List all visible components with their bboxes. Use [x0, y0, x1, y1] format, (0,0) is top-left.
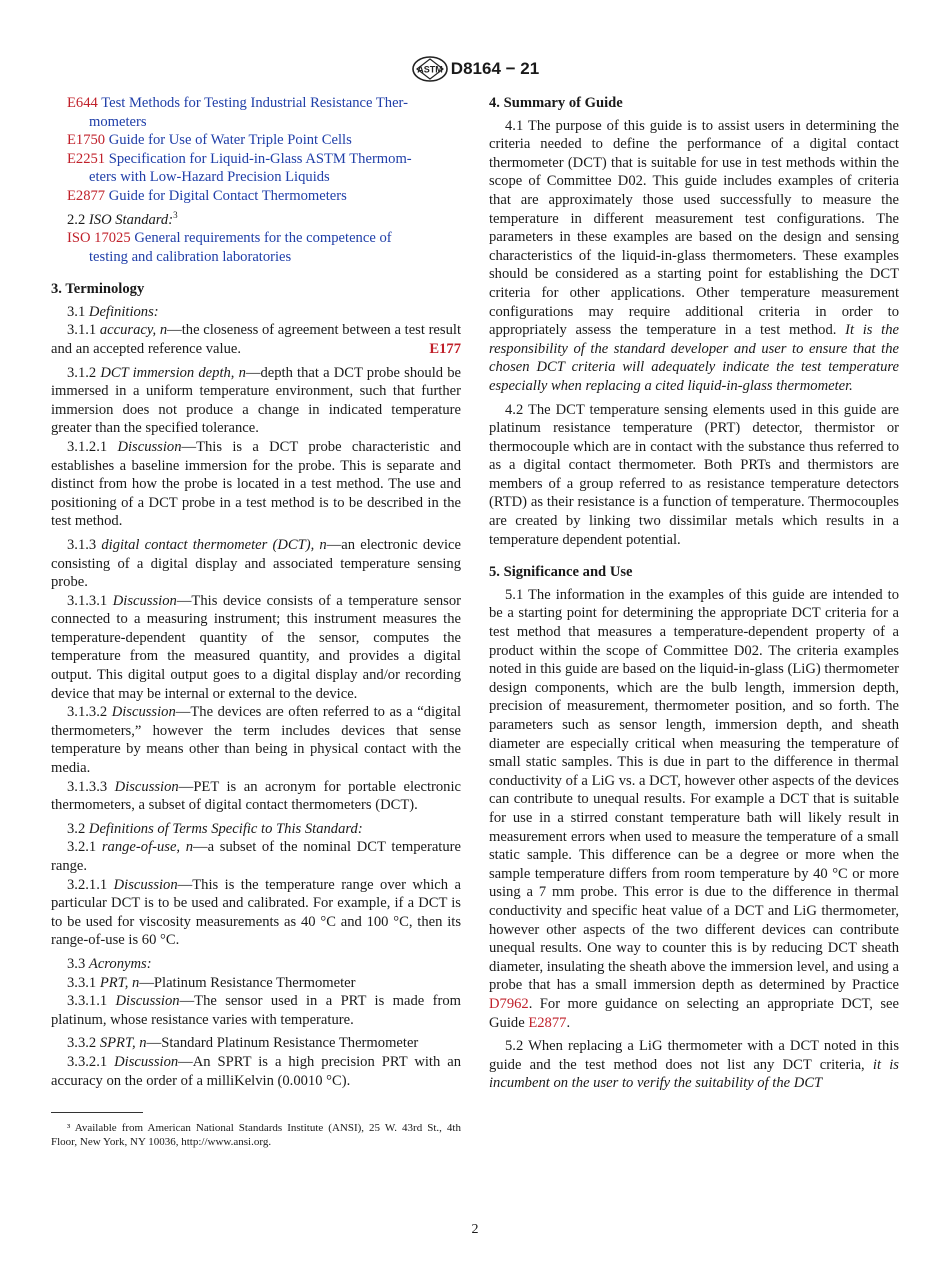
clause-number: 3.2.1 — [67, 839, 97, 856]
right-column — [489, 94, 899, 1093]
defined-term: PRT, n — [99, 974, 140, 991]
clause-number: 4.2 — [505, 401, 524, 418]
clause-3-3 — [51, 955, 461, 974]
clause-number: 5.2 — [505, 1038, 524, 1055]
reference-e2251 — [51, 150, 461, 187]
clause-3-3-2-1 — [51, 1053, 461, 1090]
ref-title[interactable]: Specification for Liquid-in-Glass ASTM Thermom- — [108, 150, 412, 167]
section-heading-significance: 5. Significance and Use — [489, 564, 633, 581]
section-heading-summary: 4. Summary of Guide — [489, 95, 623, 111]
clause-3-1-3 — [51, 536, 461, 592]
discussion-text: —The sensor used in a PRT is made from platinum, whose resistance varies with temperature. — [51, 993, 461, 1028]
logo-lettering: ASTM — [417, 64, 443, 75]
clause-label: ISO Standard: — [88, 211, 174, 228]
definition-text: —the closeness of agreement between a test result and an accepted reference value. — [51, 322, 461, 357]
clause-text-cont: . For more guidance on selecting an appropriate DCT, see Guide — [489, 995, 899, 1031]
clause-3-1-2-1 — [51, 438, 461, 531]
clause-number: 3.3 — [67, 955, 86, 972]
clause-number: 3.3.2 — [67, 1035, 97, 1052]
clause-label: Definitions: — [88, 303, 159, 320]
ref-code[interactable]: E2877 — [67, 187, 106, 204]
clause-text: When replacing a LiG thermometer with a DCT noted in this guide and the test method does not list any DCT criteria, — [489, 1038, 899, 1073]
ref-code[interactable]: E644 — [67, 95, 98, 111]
clause-number: 3.3.2.1 — [67, 1053, 108, 1070]
clause-3-2-1 — [51, 838, 461, 875]
clause-5-2 — [489, 1037, 899, 1093]
reference-link-e177[interactable]: E177 — [429, 340, 461, 357]
discussion-label: Discussion — [115, 993, 180, 1010]
ref-code[interactable]: E2251 — [67, 150, 106, 167]
discussion-label: Discussion — [113, 876, 178, 893]
clause-number: 5.1 — [505, 586, 524, 603]
footnote-divider — [51, 1112, 143, 1113]
discussion-text: —This device consists of a temperature sensor connected to a measuring instrument; this instrument measures the temperature-dependent quantity of the sensor, computes the temperature from the measured quantity, and provides a digital output. This digital output goes to a digital display and/or recording device that may be internal or external to the device. — [51, 592, 461, 702]
clause-3-1-3-1 — [51, 592, 461, 704]
clause-emphasis: it is incumbent on the user to verify the suitability of the DCT — [489, 1056, 899, 1092]
document-id: D8164 − 21 — [450, 59, 540, 78]
ref-title-cont[interactable]: testing and calibration laboratories — [89, 248, 292, 265]
defined-term: range-of-use, n — [101, 839, 194, 856]
reference-iso-17025 — [51, 229, 461, 266]
discussion-label: Discussion — [111, 704, 176, 721]
defined-term: accuracy, n — [99, 322, 168, 339]
clause-number: 3.1.2 — [67, 364, 97, 381]
astm-logo — [411, 55, 449, 83]
clause-label: Acronyms: — [88, 955, 152, 972]
discussion-label: Discussion — [117, 438, 182, 455]
clause-3-1 — [51, 303, 461, 322]
iso-standard-heading — [51, 206, 461, 229]
discussion-label: Discussion — [114, 1053, 179, 1070]
clause-text: The purpose of this guide is to assist users in determining the criteria needed to define the performance of a digital contact thermometer (DCT) that is suitable for use in test methods within the scope of Committee D02. This guide includes examples of criteria that are approximately those used successfully to measure the temperature in different measurement test configurations. The parameters in these examples are based on the design and sensing characteristics of the liquid-in-glass thermometers. These examples should be considered as a starting point for establishing the DCT criteria for other applications. Other temperature measurement configurations may require additional criteria in order to appropriately assess the temperature in a test method. — [489, 117, 900, 339]
reference-link-d7962[interactable]: D7962 — [489, 995, 529, 1012]
clause-number: 3.3.1 — [67, 974, 97, 991]
clause-number: 3.1.1 — [67, 322, 97, 339]
defined-term: DCT immersion depth, n — [100, 364, 246, 381]
clause-number: 4.1 — [505, 117, 524, 134]
clause-3-3-1-1 — [51, 992, 461, 1029]
definition-text: —an electronic device consisting of a digital display and associated temperature sensing probe. — [51, 536, 461, 591]
clause-3-2-1-1 — [51, 876, 461, 950]
ref-title[interactable]: General requirements for the competence of — [134, 230, 392, 247]
page-number: 2 — [471, 1222, 479, 1237]
reference-e2877 — [51, 187, 461, 206]
reference-e644 — [51, 94, 461, 131]
ref-title-cont[interactable]: eters with Low-Hazard Precision Liquids — [89, 169, 330, 186]
defined-term: SPRT, n — [99, 1035, 147, 1052]
clause-number: 3.2 — [67, 820, 86, 837]
ref-title[interactable]: Guide for Digital Contact Thermometers — [108, 187, 347, 204]
reference-link-e2877[interactable]: E2877 — [528, 1014, 567, 1031]
definition-text: —depth that a DCT probe should be immersed in a uniform temperature environment, such that further immersion does not produce a change in indicated temperature greater than the specified tolerance. — [51, 364, 461, 437]
ref-code[interactable]: ISO 17025 — [67, 230, 131, 247]
clause-number: 3.1.3.1 — [67, 592, 108, 609]
clause-number: 3.2.1.1 — [67, 876, 108, 893]
defined-term: digital contact thermometer (DCT), n — [101, 536, 327, 553]
clause-3-2 — [51, 820, 461, 839]
discussion-text: —This is a DCT probe characteristic and establishes a baseline immersion for the probe. This is separate and distinct from how the probe is located in a test method. The use and positioning of a DCT probe in a test method is to be described in the test method. — [51, 438, 461, 530]
clause-number: 3.1 — [67, 303, 86, 320]
discussion-label: Discussion — [112, 592, 177, 609]
clause-emphasis: It is the responsibility of the standard developer and user to ensure that the chosen DCT criteria will adequately indicate the test temperature especially when replacing a cited liquid-in-glass thermometer. — [489, 322, 899, 394]
clause-4-2 — [489, 401, 899, 550]
clause-3-1-3-3 — [51, 778, 461, 815]
definition-text: —Platinum Resistance Thermometer — [139, 974, 356, 991]
clause-3-1-2 — [51, 364, 461, 438]
clause-number: 3.1.3.2 — [67, 704, 108, 721]
ref-title[interactable]: Guide for Use of Water Triple Point Cells — [108, 132, 352, 149]
footnote-3: ³ Available from American National Standards Institute (ANSI), 25 W. 43rd St., 4th Floor, New York, NY 10036, http://www.ansi.org. — [51, 1122, 461, 1149]
clause-text: The DCT temperature sensing elements used in this guide are platinum resistance temperature (PRT) detector, thermistor or thermocouple which are in contact with the substance thus referred to as a digital contact thermometer. Both PRTs and thermistors are members of a group referred to as resistance temperature detectors (RTD) as their resistance is a function of temperature. Thermocouples are created by linking two dissimilar metals which results in a temperature dependent potential. — [489, 401, 899, 548]
ref-code[interactable]: E1750 — [67, 132, 106, 149]
left-column — [51, 94, 461, 1149]
clause-number: 3.1.3 — [67, 536, 97, 553]
clause-number: 2.2 — [67, 211, 86, 228]
clause-label: Definitions of Terms Specific to This Standard: — [88, 820, 363, 837]
reference-e1750 — [51, 131, 461, 150]
clause-4-1 — [489, 117, 899, 396]
clause-3-3-1 — [51, 974, 461, 993]
clause-number: 3.3.1.1 — [67, 993, 108, 1010]
ref-title[interactable]: Test Methods for Testing Industrial Resistance Ther- — [101, 95, 408, 111]
footnote-marker[interactable]: 3 — [173, 209, 178, 220]
section-heading-terminology: 3. Terminology — [51, 281, 145, 298]
clause-number: 3.1.2.1 — [67, 438, 108, 455]
definition-text: —a subset of the nominal DCT temperature range. — [51, 839, 461, 875]
discussion-label: Discussion — [114, 778, 179, 795]
clause-3-3-2 — [51, 1034, 461, 1053]
clause-text: The information in the examples of this guide are intended to be a starting point for determining the appropriate DCT criteria for a test method that measures a temperature-dependent property of a product within the scope of Committee D02. The criteria examples noted in this guide are based on the liquid-in-glass (LiG) thermometer design components, which are the bulb length, immersion depth, precision of measurement, thermometer position, and so forth. The parameters such as sensor length, immersion depth, and sheath diameter are especially critical when measuring the temperature of small static samples. This is due in part to the difference in thermal conductivity of a LiG vs. a DCT, however other aspects of the devices can contribute to unequal results. For example a DCT that is suitable for use in a stirred constant temperature bath will likely result in measurement errors when used to measure the temperature of a small static sample. This difference can be a degree or more when the sample temperature differs from room temperature by 40 °C or more using a 7 mm probe. This error is due to the difference in thermal conductivity and specific heat value of a DCT and LiG thermometer, however other aspects of the two different devices can contribute unequal results. One way to counter this is by reducing DCT sheath diameter, insulating the sheath above the immersion level, and using a probe that has a small immersion depth as determined by Practice — [489, 586, 899, 994]
clause-5-1 — [489, 586, 899, 1032]
definition-text: —Standard Platinum Resistance Thermometer — [146, 1035, 419, 1052]
clause-number: 3.1.3.3 — [67, 778, 108, 795]
clause-3-1-1 — [51, 321, 461, 358]
discussion-text: —An SPRT is a high precision PRT with an accuracy on the order of a milliKelvin (0.0010 °C). — [51, 1053, 461, 1089]
clause-3-1-3-2 — [51, 703, 461, 777]
discussion-text: —This is the temperature range over which a particular DCT is to be used and calibrated. For example, if a DCT is to be used for viscosity measurements as 40 °C and 100 °C, then its range-of-use is 60 °C. — [51, 876, 461, 949]
page-header — [0, 55, 950, 83]
clause-text-end: . — [566, 1014, 571, 1031]
discussion-text: —PET is an acronym for portable electronic thermometers, a subset of digital contact thermometers (DCT). — [51, 778, 461, 814]
discussion-text: —The devices are often referred to as a “digital thermometers,” however the term includes devices that sense temperature by means other than being in physical contact with the media. — [51, 704, 461, 777]
ref-title-cont[interactable]: mometers — [89, 113, 147, 130]
